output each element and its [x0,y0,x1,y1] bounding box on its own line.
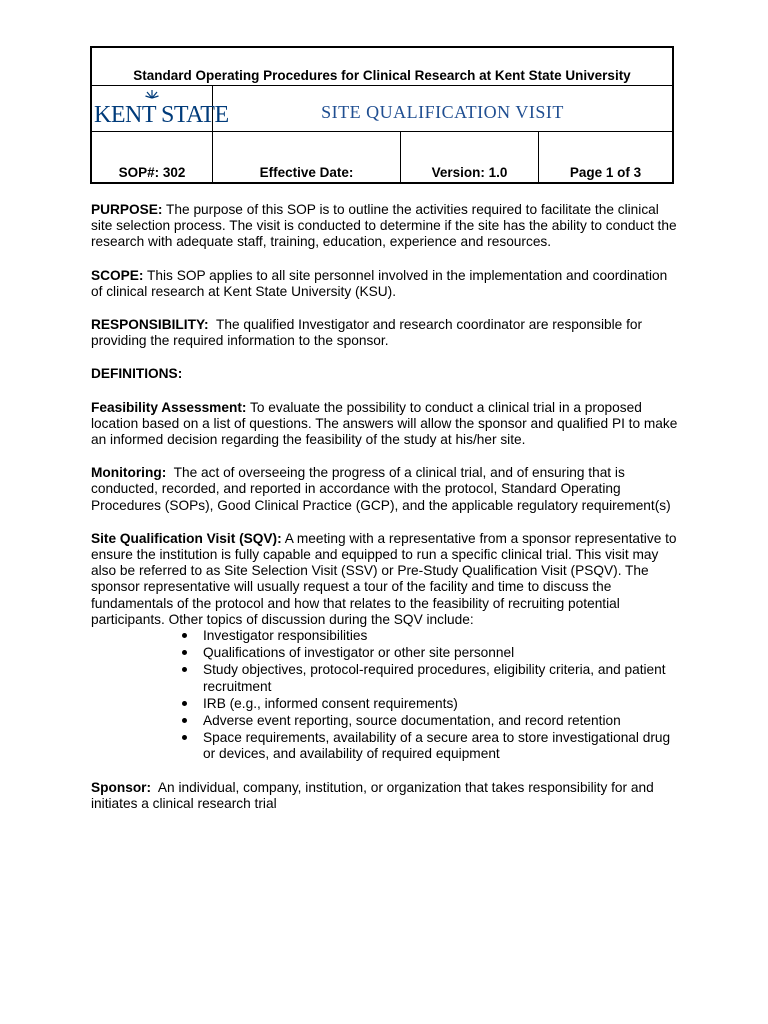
list-item: Study objectives, protocol-required procedures, eligibility criteria, and patient recruitment [181,662,681,694]
bullet-icon [182,633,187,638]
logo-row [92,86,672,132]
feasibility-definition: Feasibility Assessment: To evaluate the possibility to conduct a clinical trial in a proposed location based on a list of questions. The answers will allow the sponsor and qualified PI to make an informed decision regarding the feasibility of the study at his/her site. [91,399,678,448]
list-item: Qualifications of investigator or other site personnel [181,645,681,661]
org-title-row [92,48,672,86]
scope-section: SCOPE: This SOP applies to all site personnel involved in the implementation and coordination of clinical research at Kent State University (KSU). [91,267,668,299]
bullet-icon [182,650,187,655]
version: Version: 1.0 [401,132,539,182]
list-item: IRB (e.g., informed consent requirements) [181,696,681,712]
effective-date: Effective Date: [213,132,401,182]
bullet-icon [182,667,187,672]
sqv-topics-list [91,628,681,763]
sop-number: SOP#: 302 [92,132,213,182]
bullet-icon [182,701,187,706]
list-item: Investigator responsibilities [181,628,681,644]
kent-state-sun-icon [145,89,159,99]
list-item: Space requirements, availability of a secure area to store investigational drug or devices, and availability of required equipment [181,730,681,762]
logo-cell [92,86,229,131]
document-body [91,202,681,829]
bullet-icon [182,718,187,723]
meta-row [92,132,672,182]
bullet-icon [182,735,187,740]
definitions-heading: DEFINITIONS: [91,366,183,382]
doc-title: SITE QUALIFICATION VISIT [321,102,564,122]
sqv-definition: Site Qualification Visit (SQV): A meeting with a representative from a sponsor representative to ensure the institution is fully capable and equipped to run a specific clinical trial. This visit may also be referred to as Site Selection Visit (SSV) or Pre-Study Qualification Visit (PSQV). The sponsor representative will usually request a tour of the facility and time to discuss the fundamentals of the protocol and how that relates to the feasibility of recruiting potential participants. Other topics of discussion during the SQV include: [91,530,677,627]
kent-state-logo: KENT STATE [94,102,229,128]
responsibility-section: RESPONSIBILITY: The qualified Investigator and research coordinator are responsible for providing the required information to the sponsor. [91,317,646,349]
page-number: Page 1 of 3 [569,165,642,180]
sponsor-definition: Sponsor: An individual, company, institution, or organization that takes responsibility for and initiates a clinical research trial [91,779,658,811]
monitoring-definition: Monitoring: The act of overseeing the progress of a clinical trial, and of ensuring that is conducted, recorded, and reported in accordance with the protocol, Standard Operating Procedures (SOPs), Good Clinical Practice (GCP), and the applicable regulatory requirement(s) [91,465,671,513]
header-table [90,46,674,184]
org-title: Standard Operating Procedures for Clinical Research at Kent State University [133,68,631,83]
purpose-section: PURPOSE: The purpose of this SOP is to outline the activities required to facilitate the clinical site selection process. The visit is conducted to determine if the site has the ability to conduct the research with adequate staff, training, education, experience and resources. [91,202,677,250]
list-item: Adverse event reporting, source documentation, and record retention [181,713,681,729]
